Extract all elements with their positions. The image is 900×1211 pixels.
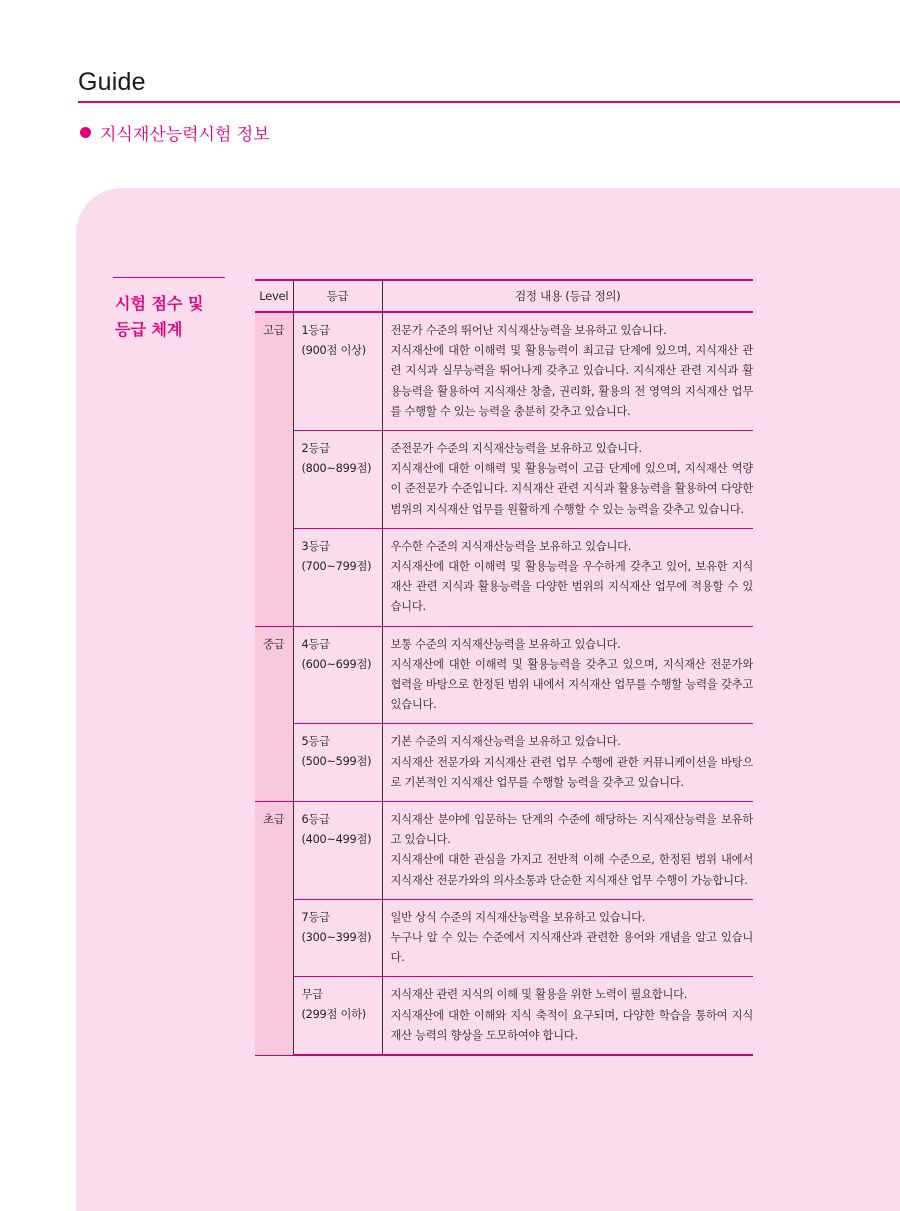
description-cell bbox=[382, 626, 753, 724]
header-grade: 등급 bbox=[293, 280, 382, 312]
grade-name: 2등급 bbox=[301, 442, 330, 456]
section-title bbox=[115, 291, 203, 343]
header-divider bbox=[78, 101, 900, 103]
grade-cell bbox=[293, 626, 382, 724]
description-line: 지식재산에 대한 이해력 및 활용능력을 우수하게 갖추고 있어, 보유한 지식재산 관련 지식과 활용능력을 다양한 범위의 지식재산 업무에 적용할 수 있습니다. bbox=[390, 560, 753, 614]
grade-table bbox=[255, 279, 753, 1056]
table-row bbox=[255, 431, 753, 529]
grade-range: (500~599점) bbox=[301, 755, 372, 769]
table-row bbox=[255, 724, 753, 802]
bullet-icon bbox=[80, 127, 91, 138]
table-row bbox=[255, 802, 753, 900]
table-header-row bbox=[255, 280, 753, 312]
description-line: 지식재산에 대한 관심을 가지고 전반적 이해 수준으로, 한정된 범위 내에서 지식재산 전문가와의 의사소통과 단순한 지식재산 업무 수행이 가능합니다. bbox=[390, 853, 753, 887]
grade-range: (400~499점) bbox=[301, 833, 372, 847]
table-row bbox=[255, 977, 753, 1055]
page-title: Guide bbox=[78, 68, 146, 96]
description-line: 지식재산 관련 지식의 이해 및 활용을 위한 노력이 필요합니다. bbox=[390, 988, 688, 1002]
level-cell-advanced bbox=[255, 312, 293, 626]
grade-cell bbox=[293, 431, 382, 529]
description-cell bbox=[382, 977, 753, 1055]
description-line: 지식재산에 대한 이해와 지식 축적이 요구되며, 다양한 학습을 통하여 지식재산 능력의 향상을 도모하여야 합니다. bbox=[390, 1008, 753, 1042]
level-label: 중급 bbox=[263, 637, 285, 651]
description-cell bbox=[382, 802, 753, 900]
table-row bbox=[255, 312, 753, 431]
description-line: 지식재산 분야에 입문하는 단계의 수준에 해당하는 지식재산능력을 보유하고 있습니다. bbox=[390, 813, 753, 847]
description-line: 누구나 알 수 있는 수준에서 지식재산과 관련한 용어와 개념을 알고 있습니다. bbox=[390, 931, 753, 965]
description-cell bbox=[382, 431, 753, 529]
grade-cell bbox=[293, 528, 382, 626]
grade-name: 1등급 bbox=[301, 324, 330, 337]
description-line: 지식재산 전문가와 지식재산 관련 업무 수행에 관한 커뮤니케이션을 바탕으로 기본적인 지식재산 업무를 수행할 능력을 갖추고 있습니다. bbox=[390, 755, 753, 789]
section-divider bbox=[113, 277, 225, 278]
grade-cell bbox=[293, 802, 382, 900]
description-line: 우수한 수준의 지식재산능력을 보유하고 있습니다. bbox=[390, 539, 632, 553]
grade-name: 5등급 bbox=[301, 735, 330, 749]
description-line: 기본 수준의 지식재산능력을 보유하고 있습니다. bbox=[390, 735, 621, 749]
description-cell bbox=[382, 899, 753, 977]
description-line: 지식재산에 대한 이해력 및 활용능력을 갖추고 있으며, 지식재산 전문가와 협력을 바탕으로 한정된 범위 내에서 지식재산 업무를 수행할 능력을 갖추고 있습니다. bbox=[390, 657, 753, 712]
grade-range: (299점 이하) bbox=[301, 1008, 366, 1022]
section-subtitle bbox=[80, 120, 270, 145]
grade-name: 3등급 bbox=[301, 539, 330, 553]
level-label: 고급 bbox=[263, 324, 285, 337]
grade-range: (300~399점) bbox=[301, 930, 372, 944]
description-line: 일반 상식 수준의 지식재산능력을 보유하고 있습니다. bbox=[390, 910, 646, 924]
section-title-line2: 등급 체계 bbox=[115, 320, 183, 339]
grade-cell bbox=[293, 977, 382, 1055]
description-line: 보통 수준의 지식재산능력을 보유하고 있습니다. bbox=[390, 637, 621, 651]
grade-range: (800~899점) bbox=[301, 462, 372, 476]
grade-name: 무급 bbox=[301, 988, 323, 1002]
grade-cell bbox=[293, 312, 382, 431]
grade-name: 6등급 bbox=[301, 813, 330, 827]
grade-name: 7등급 bbox=[301, 910, 330, 924]
section-title-line1: 시험 점수 및 bbox=[115, 294, 204, 313]
header-level: Level bbox=[255, 280, 293, 312]
level-cell-intermediate bbox=[255, 626, 293, 801]
description-line: 전문가 수준의 뛰어난 지식재산능력을 보유하고 있습니다. bbox=[390, 324, 667, 337]
description-cell bbox=[382, 528, 753, 626]
description-line: 지식재산에 대한 이해력 및 활용능력이 고급 단계에 있으며, 지식재산 역량이 준전문가 수준입니다. 지식재산 관련 지식과 활용능력을 활용하여 다양한 범위의 지식재산 업무를 원활하게 수행할 수 있는 능력을 갖추고 있습니다. bbox=[390, 462, 753, 516]
grade-range: (900점 이상) bbox=[301, 344, 366, 357]
grade-range: (700~799점) bbox=[301, 559, 372, 573]
description-cell bbox=[382, 312, 753, 431]
grade-range: (600~699점) bbox=[301, 657, 372, 671]
table-row bbox=[255, 899, 753, 977]
description-cell bbox=[382, 724, 753, 802]
table-row bbox=[255, 626, 753, 724]
level-label: 초급 bbox=[263, 813, 285, 827]
header-description: 검정 내용 (등급 정의) bbox=[382, 280, 753, 312]
grade-name: 4등급 bbox=[301, 637, 330, 651]
table-row bbox=[255, 528, 753, 626]
description-line: 지식재산에 대한 이해력 및 활용능력이 최고급 단계에 있으며, 지식재산 관련 지식과 실무능력을 뛰어나게 갖추고 있습니다. 지식재산 관련 지식과 활용능력을 활용하여 지식재산 창출, 권리화, 활용의 전 영역의 지식재산 업무를 수행할 수 있는 능력을 충분히 갖추고 있습니다. bbox=[390, 344, 753, 418]
level-cell-beginner bbox=[255, 802, 293, 1056]
grade-cell bbox=[293, 724, 382, 802]
description-line: 준전문가 수준의 지식재산능력을 보유하고 있습니다. bbox=[390, 442, 642, 456]
grade-cell bbox=[293, 899, 382, 977]
subtitle-text: 지식재산능력시험 정보 bbox=[100, 125, 270, 145]
